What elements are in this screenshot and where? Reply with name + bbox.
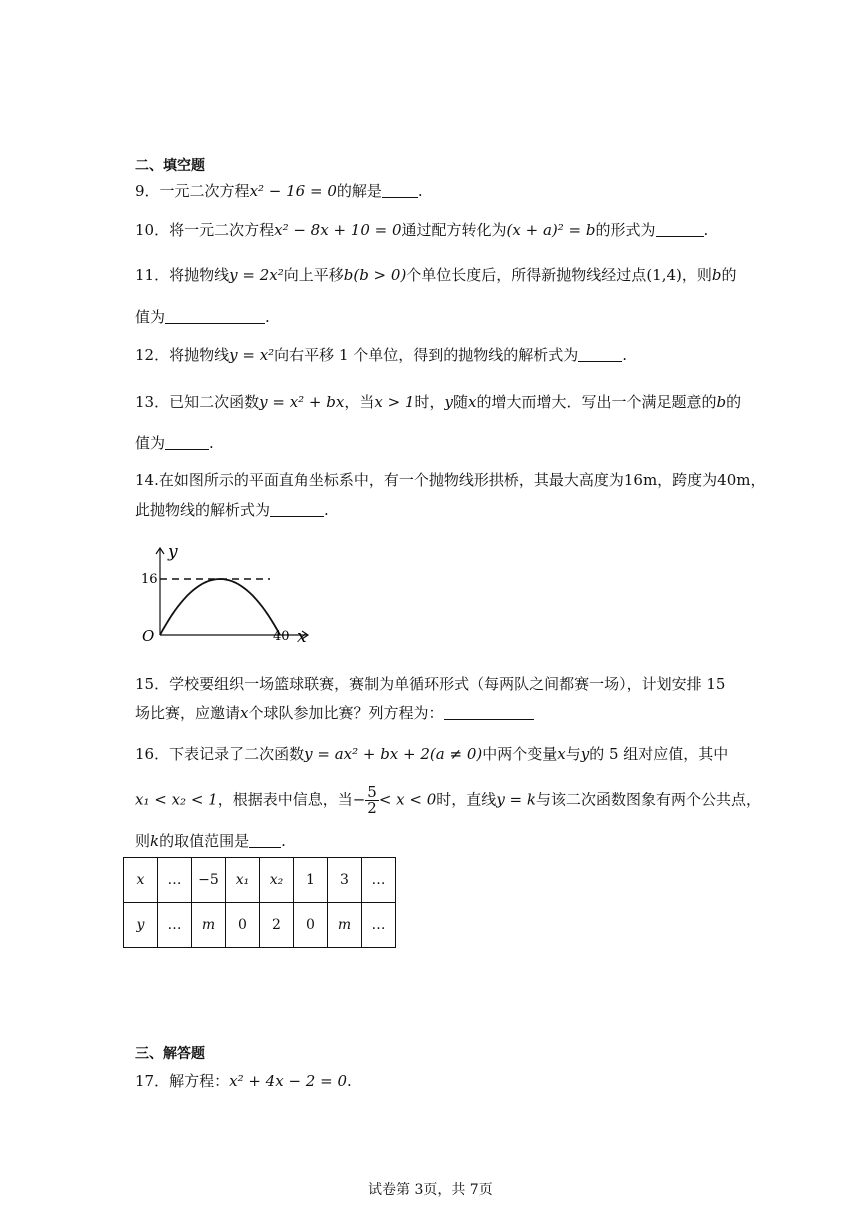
table-cell: y xyxy=(124,903,158,948)
page-footer: 试卷第 3页，共 7页 xyxy=(368,1182,493,1198)
q16-line1d: 的 5 组对应值，其中 xyxy=(589,745,729,763)
q9-number: 9． xyxy=(135,182,160,200)
q16-y: y xyxy=(580,745,590,763)
table-cell: 0 xyxy=(294,903,328,948)
q16-number: 16． xyxy=(135,745,170,763)
q11-end: . xyxy=(265,308,270,326)
q16-frac-sign: − xyxy=(352,790,366,809)
question-14-line2 xyxy=(135,500,329,520)
q13-b: b xyxy=(716,393,727,411)
q10-prefix: 将一元二次方程 xyxy=(169,221,275,239)
q12-number: 12． xyxy=(135,346,170,364)
q17-prefix: 解方程： xyxy=(169,1072,230,1090)
q14-text: 在如图所示的平面直角坐标系中，有一个抛物线形拱桥，其最大高度为16m，跨度为40m， xyxy=(158,471,766,489)
question-16-line3 xyxy=(135,831,286,851)
q12-prefix: 将抛物线 xyxy=(169,346,230,364)
q11-point: (1,4) xyxy=(646,266,682,284)
question-16 xyxy=(135,744,728,764)
q16-frac-denominator: 2 xyxy=(367,799,377,817)
q10-number: 10． xyxy=(135,221,170,239)
q14-end: . xyxy=(324,501,329,519)
value-table xyxy=(123,857,396,948)
q16-line2d: 与该二次函数图象有两个公共点， xyxy=(535,790,761,809)
parabola-arch xyxy=(160,579,280,635)
q11-var: b xyxy=(711,266,722,284)
q13-mid2: 时， xyxy=(414,393,445,411)
q17-equation: x² + 4x − 2 = 0 xyxy=(229,1072,347,1090)
q13-mid3: 随 xyxy=(452,393,468,411)
table-cell: … xyxy=(362,858,396,903)
question-13-line2 xyxy=(135,433,214,453)
table-cell: x₁ xyxy=(226,858,260,903)
table-cell: … xyxy=(158,858,192,903)
q11-equation: y = 2x² xyxy=(229,266,284,284)
q12-suffix: 向右平移 1 个单位，得到的抛物线的解析式为 xyxy=(274,346,579,364)
q16-line2c: 时，直线 xyxy=(436,790,497,809)
question-10 xyxy=(135,220,708,240)
table-cell: x₂ xyxy=(260,858,294,903)
q15-number: 15． xyxy=(135,675,170,693)
table-cell: −5 xyxy=(192,858,226,903)
question-12 xyxy=(135,345,627,365)
q13-y: y xyxy=(444,393,453,411)
q13-condition: x > 1 xyxy=(374,393,415,411)
q13-mid4: 的增大而增大．写出一个满足题意的 xyxy=(476,393,717,411)
q17-number: 17． xyxy=(135,1072,170,1090)
graph-span-tick: 40 xyxy=(273,629,290,644)
section-heading-solve: 三、解答题 xyxy=(135,1046,205,1062)
q16-fraction xyxy=(365,785,379,816)
q15-x: x xyxy=(240,704,249,722)
table-cell: m xyxy=(192,903,226,948)
q16-line3a: 则 xyxy=(135,832,151,850)
question-11 xyxy=(135,265,737,285)
q13-line2: 值为 xyxy=(135,434,166,452)
q9-suffix: 的解是 xyxy=(336,182,382,200)
q11-number: 11． xyxy=(135,266,170,284)
q15-line2a: 场比赛，应邀请 xyxy=(135,704,241,722)
table-cell: 3 xyxy=(328,858,362,903)
q10-equation: x² − 8x + 10 = 0 xyxy=(274,221,402,239)
q16-line1b: 中两个变量 xyxy=(482,745,558,763)
q10-form: (x + a)² = b xyxy=(506,221,596,239)
q15-answer-blank[interactable] xyxy=(444,705,534,720)
q11-answer-blank[interactable] xyxy=(165,309,265,324)
q15-line2b: 个球队参加比赛？列方程为： xyxy=(248,704,444,722)
table-row-y xyxy=(124,903,396,948)
question-9 xyxy=(135,181,423,201)
table-cell: x xyxy=(124,858,158,903)
question-11-line2 xyxy=(135,307,270,327)
graph-origin-label: O xyxy=(142,627,155,645)
q13-tail: 的 xyxy=(726,393,742,411)
q9-end: . xyxy=(417,182,423,200)
question-14 xyxy=(135,470,765,490)
q12-answer-blank[interactable] xyxy=(578,347,622,362)
q11-suffix: ，则 xyxy=(681,266,712,284)
q11-line2: 值为 xyxy=(135,308,166,326)
q16-range: < x < 0 xyxy=(378,790,437,809)
table-row-x xyxy=(124,858,396,903)
table-cell: … xyxy=(362,903,396,948)
q16-answer-blank[interactable] xyxy=(249,833,281,848)
table-cell: 2 xyxy=(260,903,294,948)
q11-tail: 的 xyxy=(721,266,737,284)
q11-mid2: 个单位长度后，所得新抛物线经过点 xyxy=(406,266,647,284)
q16-line1a: 下表记录了二次函数 xyxy=(169,745,305,763)
question-13 xyxy=(135,392,741,412)
q16-equation: y = ax² + bx + 2(a ≠ 0) xyxy=(304,745,483,763)
question-15-line2 xyxy=(135,703,534,723)
section-heading-fill-in: 二、填空题 xyxy=(135,158,205,174)
q16-end: . xyxy=(281,832,286,850)
graph-x-label: x xyxy=(297,627,307,647)
q16-line2a: ，根据表中信息，当 xyxy=(217,790,353,809)
q13-number: 13． xyxy=(135,393,170,411)
q13-equation: y = x² + bx xyxy=(259,393,345,411)
parabola-bridge-graph xyxy=(130,540,320,650)
q15-line1: 学校要组织一场篮球联赛，赛制为单循环形式（每两队之间都赛一场），计划安排 15 xyxy=(169,675,726,693)
q13-mid1: ，当 xyxy=(344,393,375,411)
q14-line2: 此抛物线的解析式为 xyxy=(135,501,271,519)
q16-frac-numerator: 5 xyxy=(367,783,377,801)
question-15 xyxy=(135,674,725,694)
table-cell: 1 xyxy=(294,858,328,903)
q16-condition: x₁ < x₂ < 1 xyxy=(135,790,218,809)
q12-end: . xyxy=(622,346,628,364)
q11-mid1: 向上平移 xyxy=(283,266,344,284)
q16-x: x xyxy=(557,745,566,763)
q9-equation: x² − 16 = 0 xyxy=(249,182,337,200)
q10-answer-blank[interactable] xyxy=(656,222,704,237)
q16-line-eq: y = k xyxy=(496,790,536,809)
q16-line3b: 的取值范围是 xyxy=(159,832,250,850)
q10-mid: 通过配方转化为 xyxy=(401,221,507,239)
table-cell: m xyxy=(328,903,362,948)
q14-answer-blank[interactable] xyxy=(270,502,324,517)
q16-line1c: 与 xyxy=(565,745,581,763)
graph-height-tick: 16 xyxy=(141,572,158,587)
q13-answer-blank[interactable] xyxy=(165,435,209,450)
question-16-line2 xyxy=(135,785,761,816)
table-cell: 0 xyxy=(226,903,260,948)
q16-k: k xyxy=(150,832,160,850)
q10-end: . xyxy=(703,221,709,239)
table-cell: … xyxy=(158,903,192,948)
q13-end: . xyxy=(209,434,214,452)
q17-end: . xyxy=(347,1072,352,1090)
q12-equation: y = x² xyxy=(229,346,275,364)
q9-answer-blank[interactable] xyxy=(382,183,418,198)
question-17 xyxy=(135,1071,352,1091)
q11-prefix: 将抛物线 xyxy=(169,266,230,284)
q14-number: 14. xyxy=(135,471,159,489)
graph-y-label: y xyxy=(168,542,178,562)
q10-suffix: 的形式为 xyxy=(595,221,656,239)
q13-prefix: 已知二次函数 xyxy=(169,393,260,411)
q9-prefix: 一元二次方程 xyxy=(159,182,250,200)
q11-param: b(b > 0) xyxy=(343,266,407,284)
q13-x: x xyxy=(467,393,477,411)
